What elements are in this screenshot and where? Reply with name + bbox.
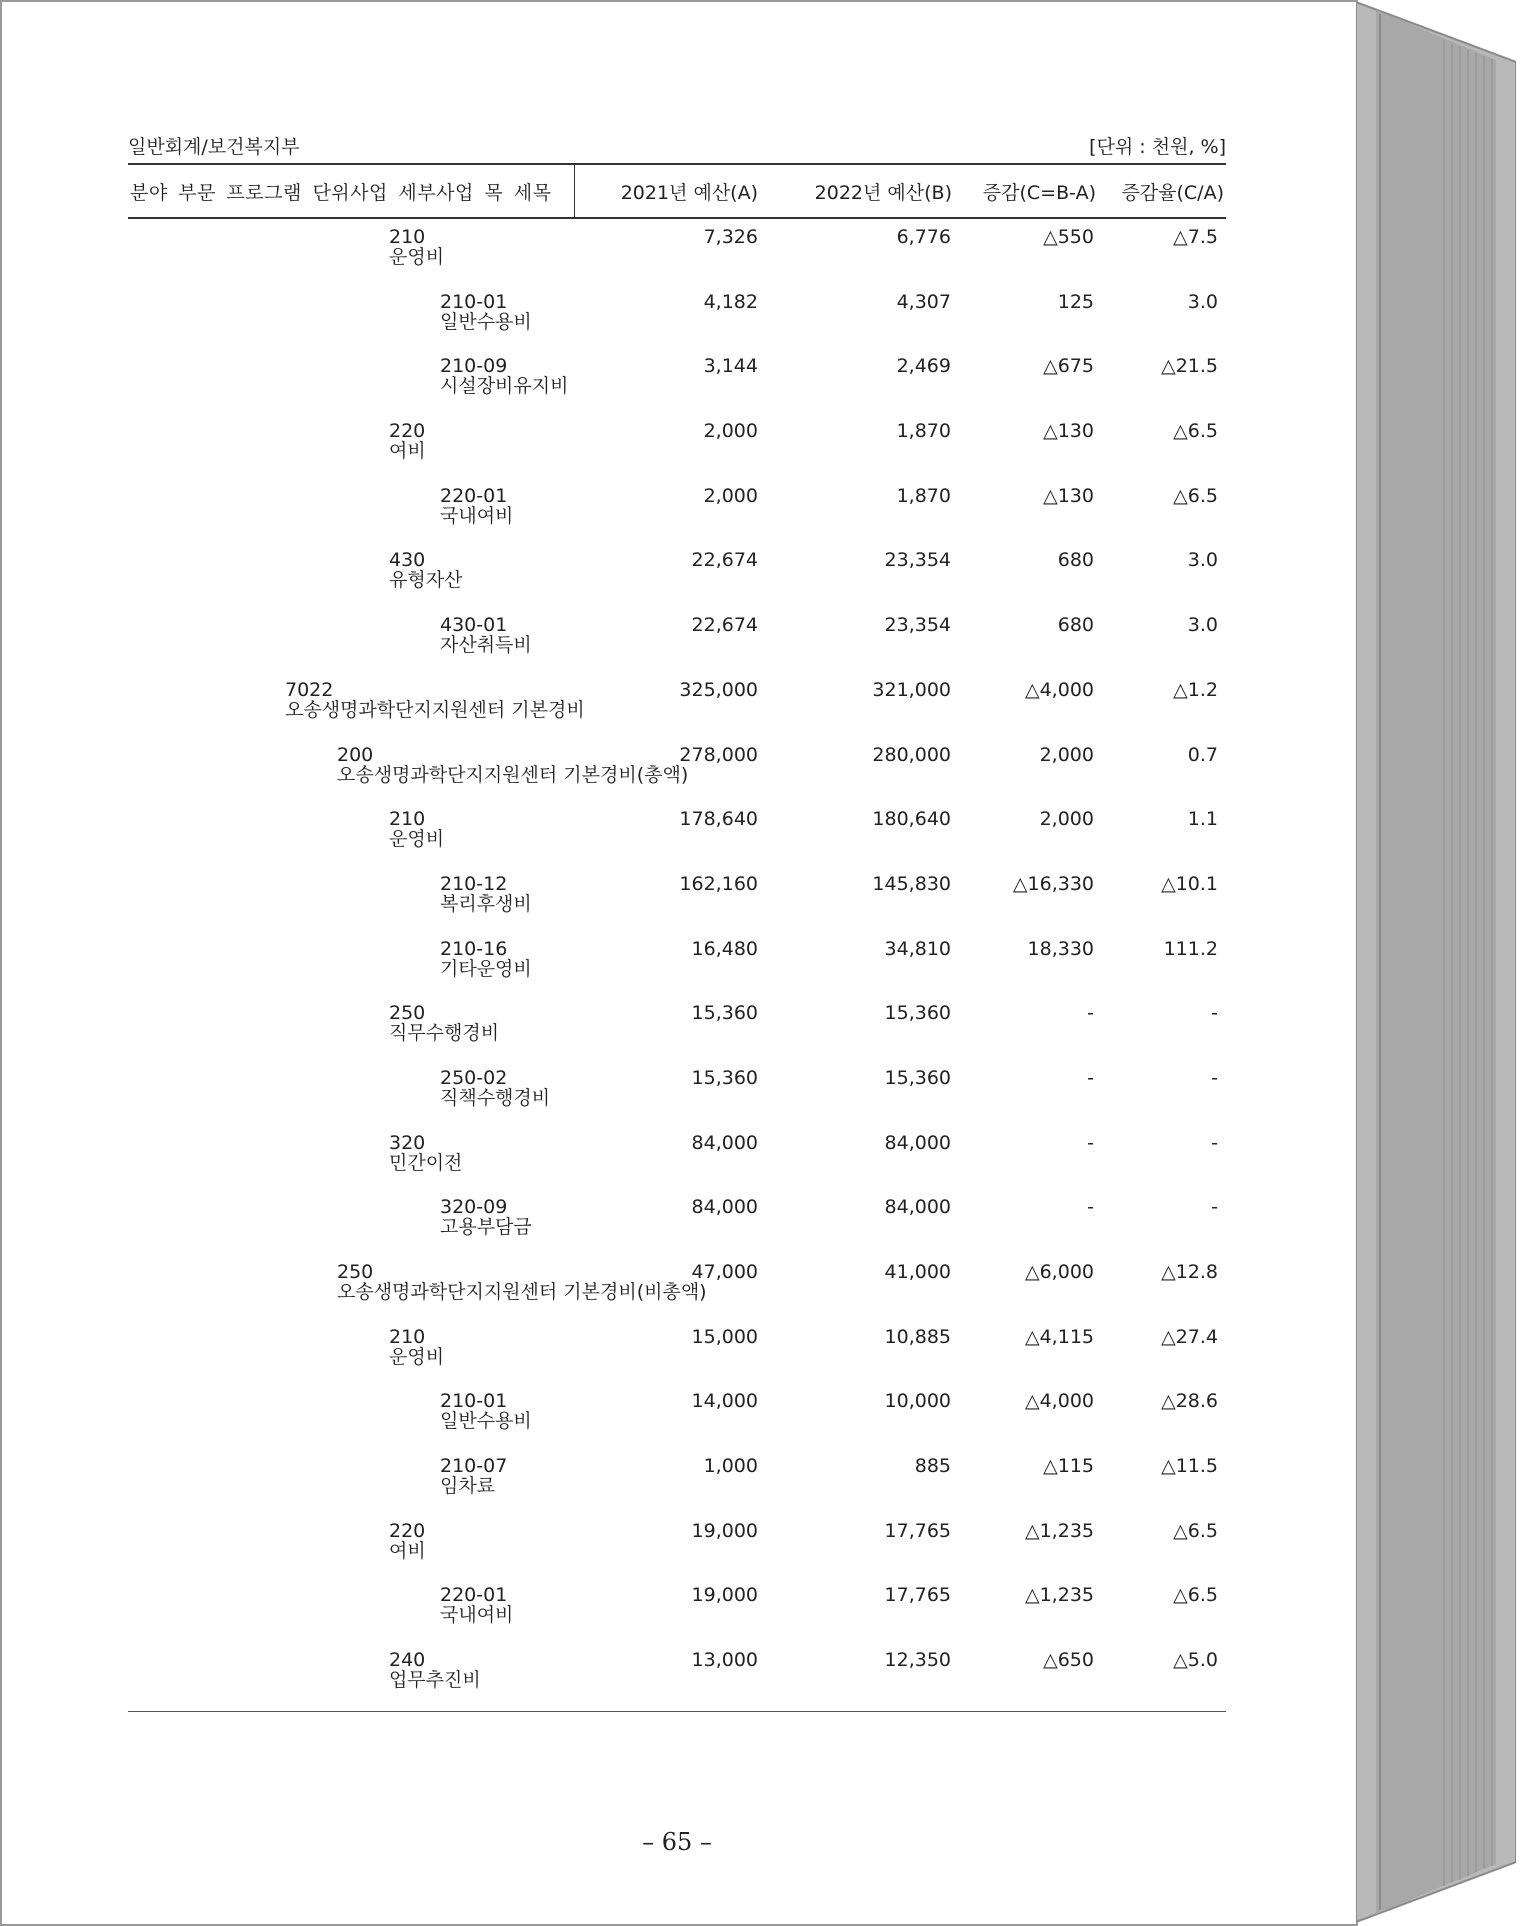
- page-number: – 65 –: [642, 1828, 712, 1856]
- table-row: [128, 797, 1226, 862]
- row-budget-2021: 15,000: [691, 1325, 758, 1348]
- row-code: 320: [389, 1131, 426, 1154]
- row-change-rate: △1.2: [1173, 678, 1218, 701]
- row-change: △4,115: [1024, 1325, 1094, 1348]
- row-budget-2022: 4,307: [896, 290, 951, 313]
- table-row: [128, 409, 1226, 474]
- row-name: 여비: [389, 1539, 426, 1562]
- row-change: △675: [1043, 355, 1094, 378]
- row-change-rate: 3.0: [1187, 549, 1218, 572]
- row-budget-2021: 84,000: [691, 1131, 758, 1154]
- row-code: 210: [389, 808, 426, 831]
- row-code: 250: [389, 1002, 426, 1025]
- row-change: △650: [1043, 1649, 1094, 1672]
- row-name: 시설장비유지비: [440, 375, 569, 398]
- row-code: 210: [389, 226, 426, 248]
- row-budget-2022: 17,765: [884, 1519, 951, 1542]
- row-code: 210-09: [440, 355, 508, 378]
- table-row: [128, 1444, 1226, 1509]
- row-change: -: [1087, 1131, 1094, 1154]
- row-budget-2021: 19,000: [691, 1584, 758, 1607]
- row-budget-2022: 321,000: [872, 678, 951, 701]
- row-change: △1,235: [1024, 1519, 1094, 1542]
- table-bottom-rule: [128, 1711, 1226, 1712]
- row-name: 국내여비: [440, 1604, 514, 1627]
- row-name: 업무추진비: [389, 1669, 481, 1692]
- row-budget-2021: 3,144: [703, 355, 758, 378]
- row-budget-2021: 178,640: [679, 808, 758, 831]
- table-row: [128, 1056, 1226, 1121]
- row-change-rate: △6.5: [1173, 420, 1218, 443]
- row-budget-2021: 7,326: [703, 226, 758, 248]
- row-budget-2021: 162,160: [679, 872, 758, 895]
- row-change: △4,000: [1024, 1390, 1094, 1413]
- header-change-rate: 증감율(C/A): [1121, 182, 1224, 204]
- row-code: 210-01: [440, 1390, 508, 1413]
- row-name: 고용부담금: [440, 1216, 532, 1239]
- table-row: [128, 1315, 1226, 1380]
- table-row: [128, 1250, 1226, 1315]
- row-budget-2022: 23,354: [884, 614, 951, 637]
- row-change-rate: △6.5: [1173, 1519, 1218, 1542]
- row-name: 오송생명과학단지지원센터 기본경비(총액): [337, 763, 689, 786]
- row-budget-2022: 15,360: [884, 1066, 951, 1089]
- row-change-rate: -: [1211, 1066, 1218, 1089]
- header-divider: [574, 165, 575, 217]
- row-name: 직책수행경비: [440, 1086, 551, 1109]
- row-change-rate: △12.8: [1161, 1261, 1218, 1283]
- table-row: [128, 862, 1226, 927]
- row-change-rate: △10.1: [1161, 872, 1218, 895]
- row-budget-2022: 17,765: [884, 1584, 951, 1607]
- row-budget-2021: 15,360: [691, 1002, 758, 1025]
- table-row: [128, 1185, 1226, 1250]
- row-name: 국내여비: [440, 504, 514, 527]
- row-change-rate: △5.0: [1173, 1649, 1218, 1672]
- row-budget-2021: 19,000: [691, 1519, 758, 1542]
- row-change-rate: △11.5: [1161, 1455, 1218, 1478]
- running-head: [128, 132, 1226, 160]
- row-code: 210-01: [440, 290, 508, 313]
- table-header: [128, 163, 1226, 219]
- row-budget-2022: 885: [914, 1455, 951, 1478]
- row-code: 430-01: [440, 614, 508, 637]
- row-code: 320-09: [440, 1196, 508, 1219]
- header-change: 증감(C=B-A): [982, 182, 1096, 204]
- table-row: [128, 280, 1226, 345]
- row-name: 일반수용비: [440, 310, 532, 333]
- row-name: 운영비: [389, 828, 445, 851]
- table-row: [128, 603, 1226, 668]
- row-budget-2022: 280,000: [872, 743, 951, 766]
- row-change: -: [1087, 1002, 1094, 1025]
- row-budget-2021: 22,674: [691, 549, 758, 572]
- table-row: [128, 215, 1226, 280]
- table-row: [128, 344, 1226, 409]
- row-code: 220: [389, 420, 426, 443]
- row-name: 오송생명과학단지지원센터 기본경비(비총액): [337, 1281, 707, 1303]
- row-budget-2022: 34,810: [884, 937, 951, 960]
- row-change-rate: 0.7: [1187, 743, 1218, 766]
- row-change: △130: [1043, 420, 1094, 443]
- row-name: 유형자산: [389, 569, 463, 592]
- row-code: 210: [389, 1325, 426, 1348]
- row-change: 2,000: [1039, 808, 1094, 831]
- row-change-rate: △28.6: [1161, 1390, 1218, 1413]
- row-change: 125: [1057, 290, 1094, 313]
- row-budget-2022: 10,000: [884, 1390, 951, 1413]
- row-budget-2022: 12,350: [884, 1649, 951, 1672]
- row-budget-2022: 84,000: [884, 1131, 951, 1154]
- row-name: 기타운영비: [440, 957, 532, 980]
- row-budget-2022: 10,885: [884, 1325, 951, 1348]
- row-change-rate: △21.5: [1161, 355, 1218, 378]
- row-code: 210-07: [440, 1455, 508, 1478]
- row-code: 220: [389, 1519, 426, 1542]
- row-change-rate: -: [1211, 1196, 1218, 1219]
- row-code: 250: [337, 1261, 374, 1283]
- table-row: [128, 733, 1226, 798]
- row-budget-2021: 16,480: [691, 937, 758, 960]
- table-row: [128, 927, 1226, 992]
- row-change: 2,000: [1039, 743, 1094, 766]
- row-code: 430: [389, 549, 426, 572]
- row-budget-2022: 41,000: [884, 1261, 951, 1283]
- table-row: [128, 668, 1226, 733]
- book-page-edges: [1356, 2, 1516, 1922]
- row-budget-2021: 13,000: [691, 1649, 758, 1672]
- row-budget-2021: 325,000: [679, 678, 758, 701]
- row-change-rate: △27.4: [1161, 1325, 1218, 1348]
- table-row: [128, 1573, 1226, 1638]
- row-change: △4,000: [1024, 678, 1094, 701]
- row-budget-2021: 15,360: [691, 1066, 758, 1089]
- row-code: 220-01: [440, 484, 508, 507]
- row-budget-2022: 145,830: [872, 872, 951, 895]
- row-code: 200: [337, 743, 374, 766]
- row-change: △115: [1043, 1455, 1094, 1478]
- row-name: 일반수용비: [440, 1410, 532, 1433]
- row-change-rate: -: [1211, 1131, 1218, 1154]
- row-change-rate: 3.0: [1187, 290, 1218, 313]
- row-budget-2022: 23,354: [884, 549, 951, 572]
- row-change: △130: [1043, 484, 1094, 507]
- row-change: △550: [1043, 226, 1094, 248]
- header-budget-2022: 2022년 예산(B): [814, 182, 952, 204]
- row-code: 210-16: [440, 937, 508, 960]
- table-row: [128, 1121, 1226, 1186]
- row-budget-2021: 4,182: [703, 290, 758, 313]
- row-budget-2021: 14,000: [691, 1390, 758, 1413]
- row-budget-2022: 2,469: [896, 355, 951, 378]
- row-budget-2022: 6,776: [896, 226, 951, 248]
- row-budget-2021: 278,000: [679, 743, 758, 766]
- table-row: [128, 1509, 1226, 1574]
- row-budget-2021: 1,000: [703, 1455, 758, 1478]
- row-name: 민간이전: [389, 1151, 463, 1174]
- section-title: 일반회계/보건복지부: [128, 136, 300, 158]
- row-change: △6,000: [1024, 1261, 1094, 1283]
- row-code: 250-02: [440, 1066, 508, 1089]
- row-budget-2021: 47,000: [691, 1261, 758, 1283]
- row-code: 240: [389, 1649, 426, 1672]
- row-change: 18,330: [1027, 937, 1094, 960]
- table-row: [128, 474, 1226, 539]
- header-budget-2021: 2021년 예산(A): [620, 182, 758, 204]
- header-hierarchy: 분야 부문 프로그램 단위사업 세부사업 목 세목: [130, 182, 552, 204]
- row-code: 7022: [285, 678, 334, 701]
- row-name: 운영비: [389, 1345, 445, 1368]
- row-change: 680: [1057, 549, 1094, 572]
- row-budget-2022: 15,360: [884, 1002, 951, 1025]
- row-budget-2021: 2,000: [703, 420, 758, 443]
- row-name: 직무수행경비: [389, 1022, 500, 1045]
- row-change-rate: 1.1: [1187, 808, 1218, 831]
- table-row: [128, 1379, 1226, 1444]
- row-name: 자산취득비: [440, 634, 532, 657]
- row-change-rate: 111.2: [1163, 937, 1218, 960]
- row-name: 여비: [389, 440, 426, 463]
- row-code: 220-01: [440, 1584, 508, 1607]
- table-row: [128, 991, 1226, 1056]
- row-change-rate: △6.5: [1173, 484, 1218, 507]
- row-change: 680: [1057, 614, 1094, 637]
- row-name: 운영비: [389, 246, 445, 268]
- row-change-rate: △6.5: [1173, 1584, 1218, 1607]
- table-row: [128, 1638, 1226, 1703]
- row-change-rate: 3.0: [1187, 614, 1218, 637]
- row-change: -: [1087, 1066, 1094, 1089]
- row-budget-2022: 180,640: [872, 808, 951, 831]
- row-change: -: [1087, 1196, 1094, 1219]
- row-budget-2022: 84,000: [884, 1196, 951, 1219]
- row-change-rate: -: [1211, 1002, 1218, 1025]
- row-change: △16,330: [1012, 872, 1094, 895]
- row-change: △1,235: [1024, 1584, 1094, 1607]
- row-budget-2022: 1,870: [896, 484, 951, 507]
- row-name: 임차료: [440, 1475, 496, 1498]
- unit-label: [단위 : 천원, %]: [1089, 136, 1226, 158]
- table-row: [128, 538, 1226, 603]
- row-code: 210-12: [440, 872, 508, 895]
- row-name: 복리후생비: [440, 892, 532, 915]
- row-change-rate: △7.5: [1173, 226, 1218, 248]
- row-budget-2022: 1,870: [896, 420, 951, 443]
- row-budget-2021: 22,674: [691, 614, 758, 637]
- row-budget-2021: 84,000: [691, 1196, 758, 1219]
- row-name: 오송생명과학단지지원센터 기본경비: [285, 698, 585, 721]
- row-budget-2021: 2,000: [703, 484, 758, 507]
- budget-table-body: [128, 215, 1226, 1703]
